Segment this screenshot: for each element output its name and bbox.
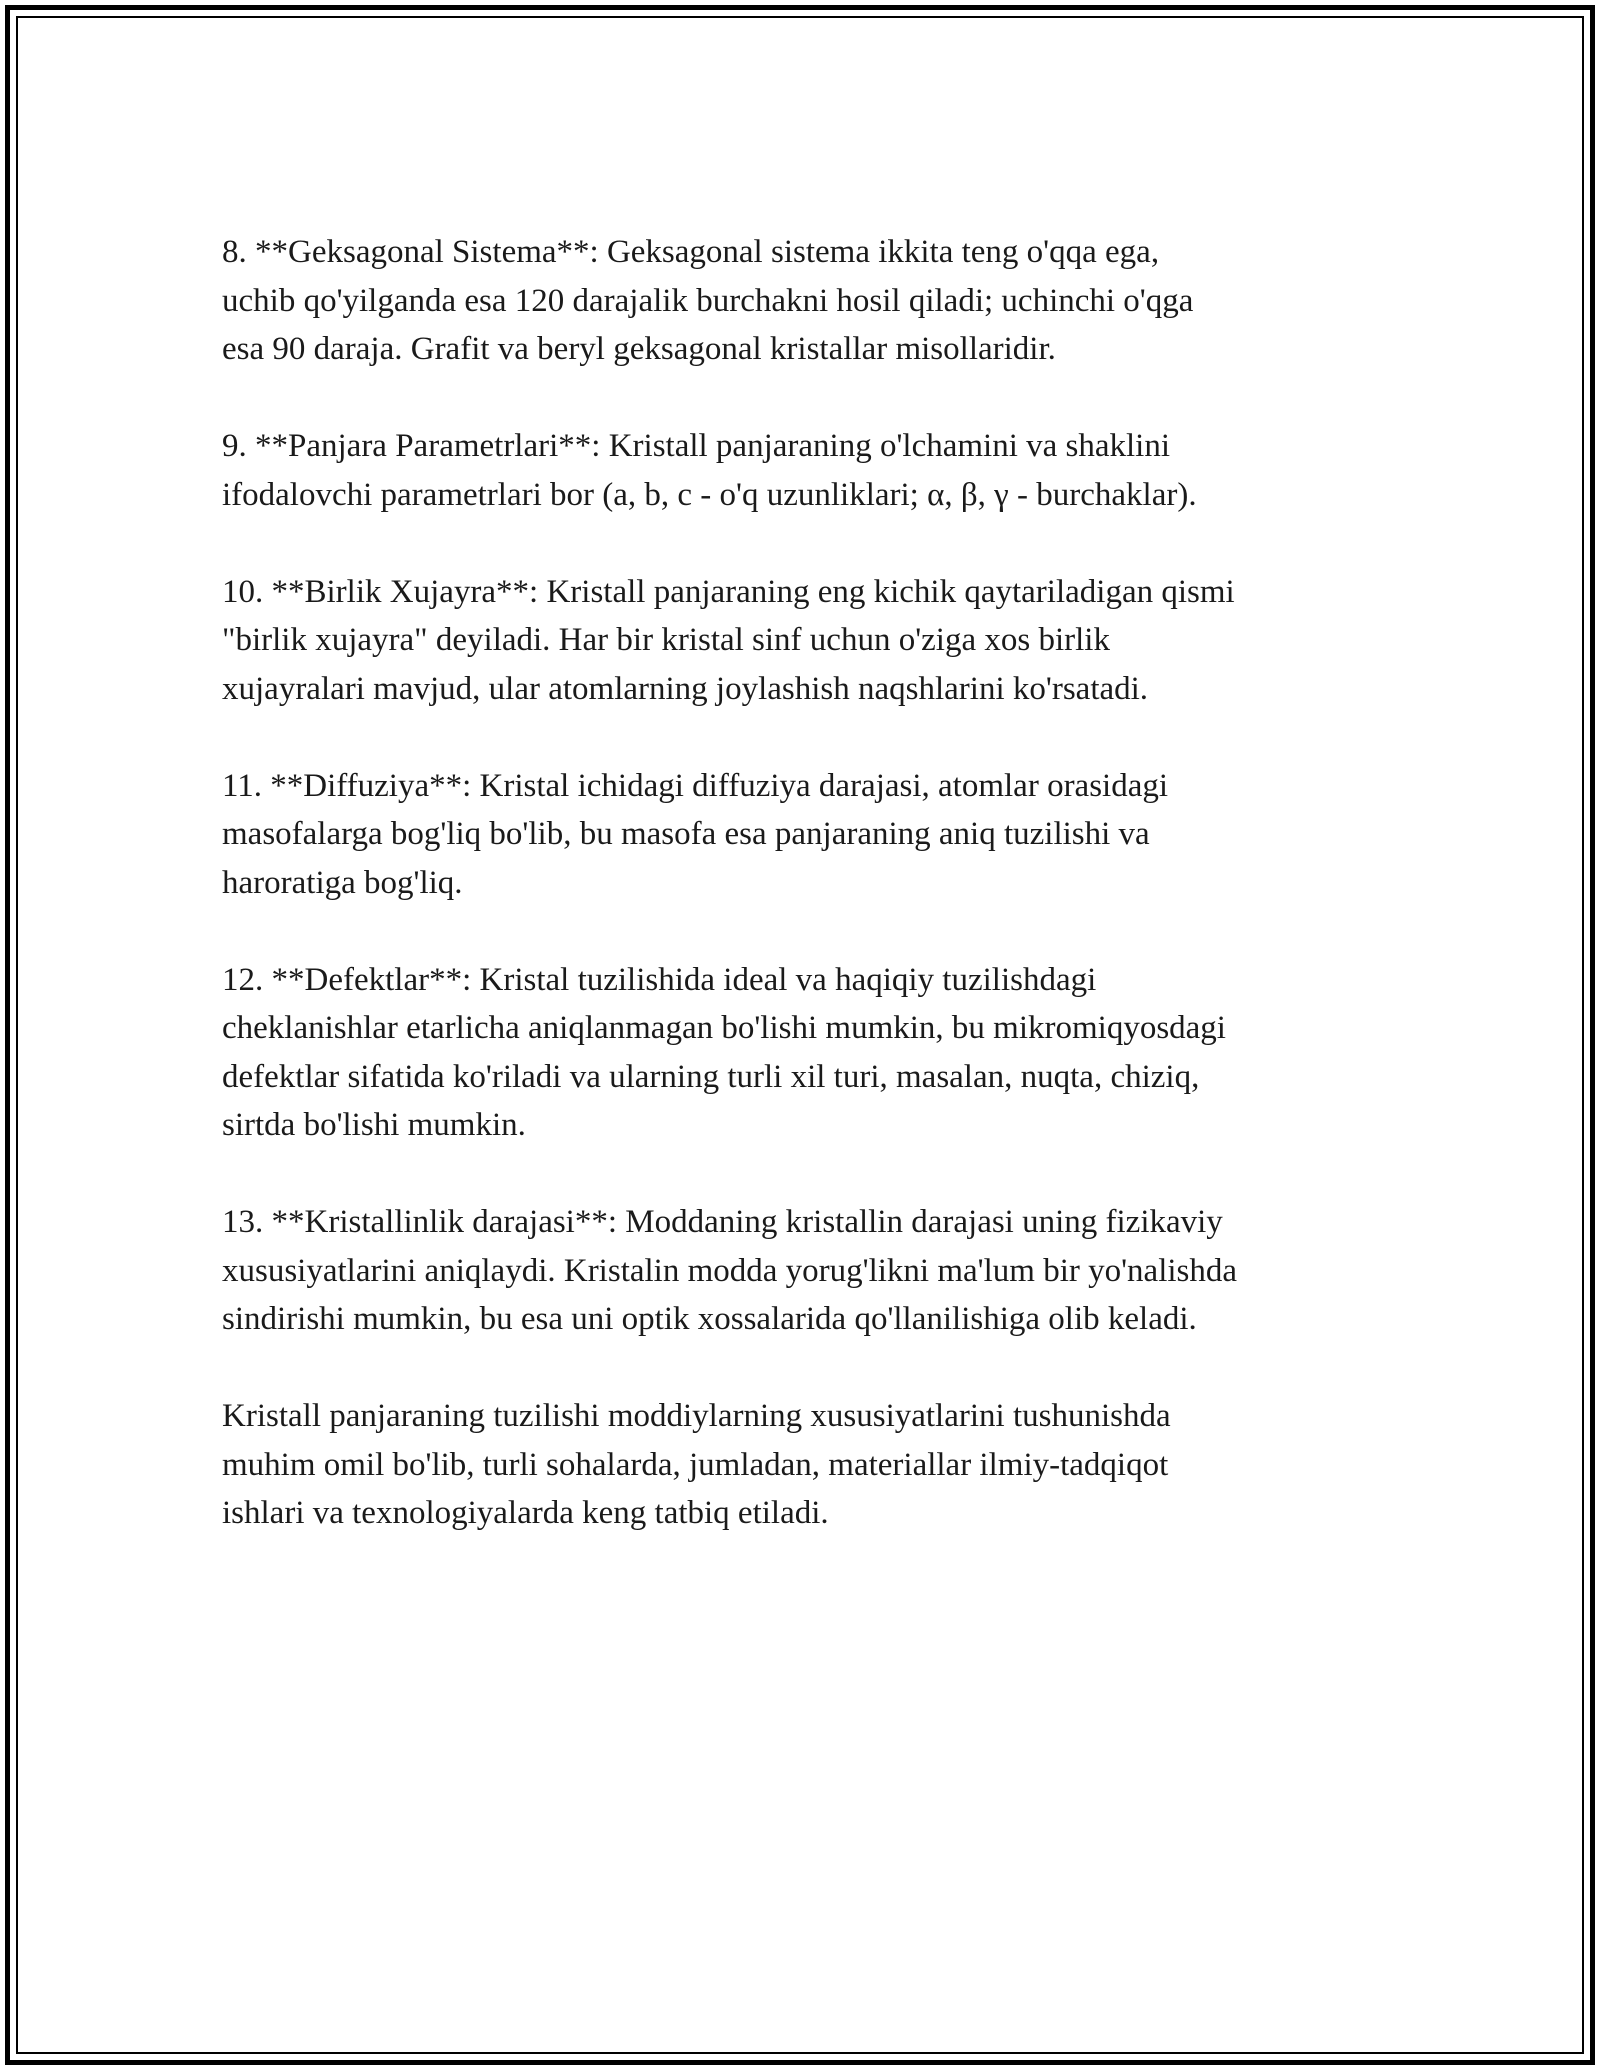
paragraph-unit-cell: 10. **Birlik Xujayra**: Kristall panjaraning eng kichik qaytariladigan qismi "birlik xujayra" deyiladi. Har bir kristal sinf uchun o'ziga xos birlik xujayralari mavjud, ular atomlarning joylashish naqshlarini ko'rsatadi. [222, 573, 1235, 707]
paragraph-defects: 12. **Defektlar**: Kristal tuzilishida ideal va haqiqiy tuzilishdagi cheklanishlar etarlicha aniqlanmagan bo'lishi mumkin, bu mikromiqyosdagi defektlar sifatida ko'riladi va ularning turli xil turi, masalan, nuqta, chiziq, sirtda bo'lishi mumkin. [222, 961, 1226, 1143]
paragraph-conclusion: Kristall panjaraning tuzilishi moddiylarning xususiyatlarini tushunishda muhim omil bo'lib, turli sohalarda, jumladan, materiallar ilmiy-tadqiqot ishlari va texnologiyalarda keng tatbiq etiladi. [222, 1398, 1171, 1531]
paragraph-hexagonal-system: 8. **Geksagonal Sistema**: Geksagonal sistema ikkita teng o'qqa ega, uchib qo'yilganda esa 120 darajalik burchakni hosil qiladi; uchinchi o'qga esa 90 daraja. Grafit va beryl geksagonal kristallar misollaridir. [222, 234, 1194, 367]
paragraph-diffusion: 11. **Diffuziya**: Kristal ichidagi diffuziya darajasi, atomlar orasidagi masofalarga bog'liq bo'lib, bu masofa esa panjaraning aniq tuzilishi va haroratiga bog'liq. [222, 767, 1169, 901]
paragraph-lattice-parameters: 9. **Panjara Parametrlari**: Kristall panjaraning o'lchamini va shaklini ifodalovchi parametrlari bor (a, b, c - o'q uzunliklari; α, β, γ - burchaklar). [222, 428, 1197, 513]
document-body [222, 228, 1402, 1538]
paragraph-crystallinity: 13. **Kristallinlik darajasi**: Moddaning kristallin darajasi uning fizikaviy xususiyatlarini aniqlaydi. Kristalin modda yorug'likni ma'lum bir yo'nalishda sindirishi mumkin, bu esa uni optik xossalarida qo'llanilishiga olib keladi. [222, 1204, 1238, 1337]
